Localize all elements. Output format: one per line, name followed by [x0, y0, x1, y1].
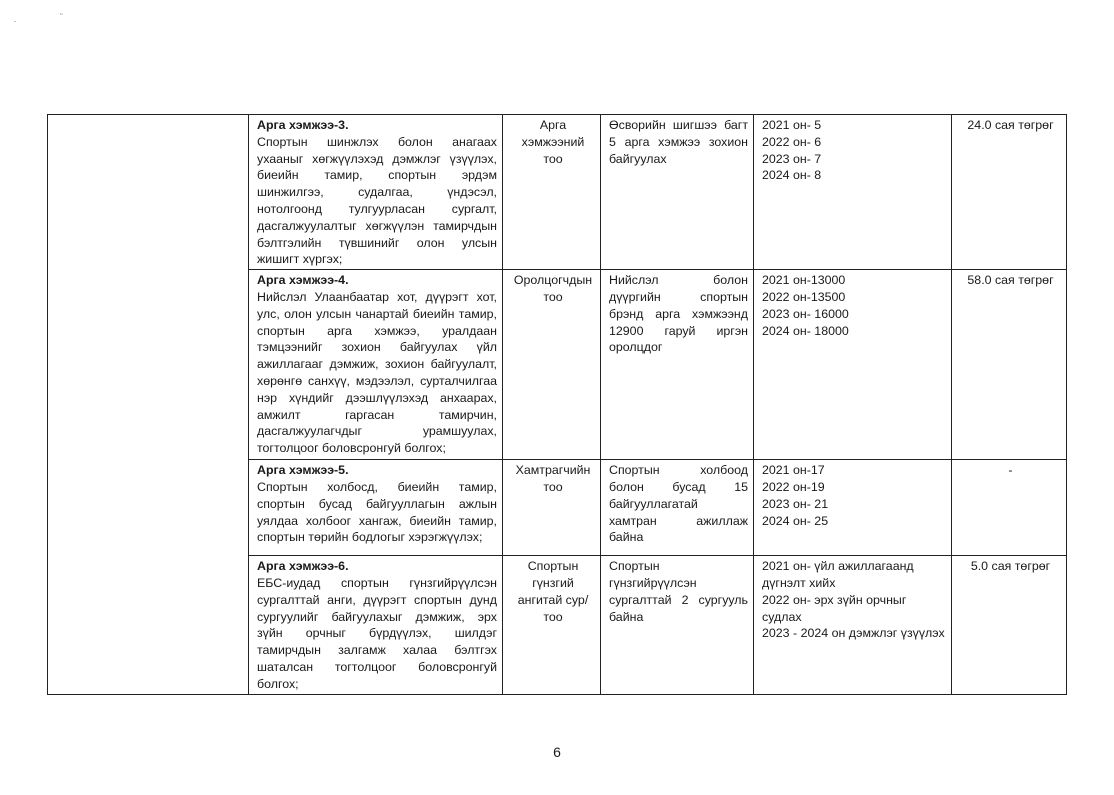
action-cell [249, 115, 503, 270]
action-title: Арга хэмжээ-5. [257, 463, 349, 478]
budget-cell: 24.0 сая төгрөг [952, 115, 1067, 270]
year-target: 2022 он- 6 [762, 134, 822, 149]
indicator-cell: Спортын гүнзгий ангитай сур/тоо [503, 556, 601, 694]
year-target: 2022 он-19 [762, 479, 825, 494]
scan-speck: . [14, 15, 17, 24]
action-description: ЕБС-иудад спортын гүнзгийрүүлсэн сургалттай анги, дүүрэгт спортын дунд сургуулийг байгуулахыг дэмжиж, эрх зүйн орчныг бүрдүүлэх, шилдэг тамирчдын залгамж халаа бэлтгэх шаталсан тогтолцоог боловсронгуй болгох; [257, 575, 497, 691]
action-title: Арга хэмжээ-4. [257, 273, 349, 288]
budget-cell: 58.0 сая төгрөг [952, 270, 1067, 460]
indicator-cell: Хамтрагчийн тоо [503, 460, 601, 556]
year-target: 2023 он- 16000 [762, 306, 849, 321]
year-target: 2022 он- эрх зүйн орчныг судлах [762, 592, 907, 624]
yearly-targets-cell [754, 460, 952, 556]
action-cell [249, 460, 503, 556]
year-target: 2022 он-13500 [762, 289, 846, 304]
indicator-cell: Оролцогчдын тоо [503, 270, 601, 460]
action-title: Арга хэмжээ-6. [257, 559, 349, 574]
budget-cell: 5.0 сая төгрөг [952, 556, 1067, 694]
yearly-targets-cell [754, 270, 952, 460]
year-target: 2021 он- 5 [762, 118, 822, 132]
year-target: 2023 он- 7 [762, 151, 822, 166]
baseline-target-cell: Спортын гүнзгийрүүлсэн сургалттай 2 сургууль байна [601, 556, 754, 694]
yearly-targets-cell [754, 115, 952, 270]
page-number: 6 [553, 744, 561, 760]
baseline-target-cell: Өсворийн шигшээ багт 5 арга хэмжээ зохион байгуулах [601, 115, 754, 270]
yearly-targets-cell [754, 556, 952, 694]
action-cell [249, 270, 503, 460]
budget-cell: - [952, 460, 1067, 556]
year-target: 2024 он- 25 [762, 513, 829, 528]
action-description: Спортын холбосд, биеийн тамир, спортын бусад байгууллагын ажлын уялдаа холбоог хангаж, биеийн тамир, спортын төрийн бодлогыг хэрэгжүүлэх; [257, 479, 497, 545]
action-cell [249, 556, 503, 694]
indicator-cell: Арга хэмжээний тоо [503, 115, 601, 270]
baseline-target-cell: Нийслэл болон дүүргийн спортын брэнд арга хэмжээнд 12900 гаруй иргэн оролцдог [601, 270, 754, 460]
action-title: Арга хэмжээ-3. [257, 118, 349, 132]
year-target: 2021 он- үйл ажиллагаанд дүгнэлт хийх [762, 559, 914, 590]
table-row [48, 115, 1067, 270]
blank-cell [48, 115, 249, 695]
year-target: 2021 он-17 [762, 463, 825, 478]
action-description: Нийслэл Улаанбаатар хот, дүүрэгт хот, улс, олон улсын чанартай биеийн тамир, спортын арга хэмжээ, уралдаан тэмцээнийг зохион байгуулах үйл ажиллагааг дэмжиж, зохион байгуулалт, хөрөнгө санхүү, мэдээлэл, сурталчилгаа нэр хүндийг дээшлүүлэхэд анхаарах, амжилт гаргасан тамирчин, дасгалжуулагчдыг урамшуулах, тогтолцоог боловсронгуй болгох; [257, 289, 497, 456]
measures-table [47, 114, 1067, 695]
scan-speck: ʻʻ [60, 14, 63, 20]
year-target: 2024 он- 8 [762, 168, 822, 183]
year-target: 2023 он- 21 [762, 496, 829, 511]
baseline-target-cell: Спортын холбоод болон бусад 15 байгууллагатай хамтран ажиллаж байна [601, 460, 754, 556]
year-target: 2021 он-13000 [762, 273, 846, 288]
year-target: 2024 он- 18000 [762, 323, 849, 338]
year-target: 2023 - 2024 он дэмжлэг үзүүлэх [762, 626, 945, 641]
action-description: Спортын шинжлэх болон анагаах ухааныг хөгжүүлэхэд дэмжлэг үзүүлэх, биеийн тамир, спортын эрдэм шинжилгээ, судалгаа, үндэсэл, нотолгоонд тулгуурласан сургалт, дасгалжуулалтыг хөгжүүлэн тамирчдын бэлтгэлийн түвшинийг олон улсын жишигт хүргэх; [257, 134, 497, 267]
